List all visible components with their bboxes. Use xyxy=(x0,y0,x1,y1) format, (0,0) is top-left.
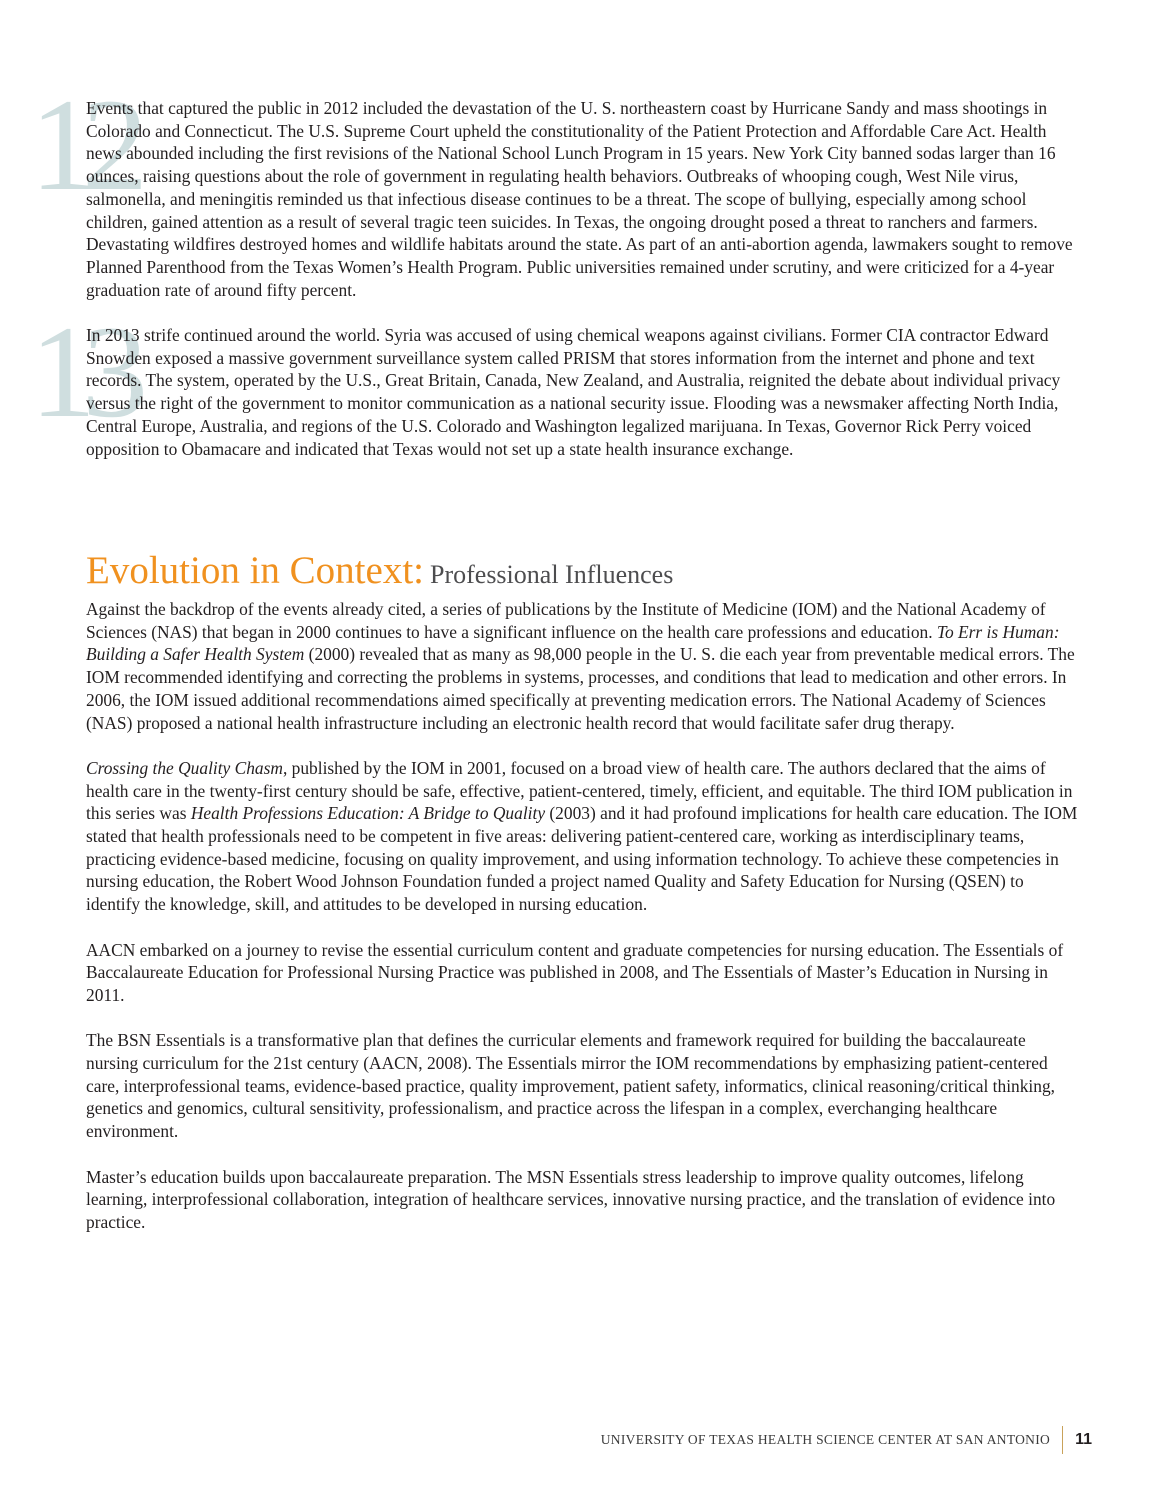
section-heading-sub: Professional Influences xyxy=(430,560,674,589)
p2-text-a: , published by the IOM in 2001, focused on a broad view of health care. The authors declared that the aims of health care in the twenty-first century should be safe, effective, patient-centered, timely, efficient, and equitable. The third IOM publication in this series was xyxy=(86,757,1073,824)
body-paragraph-3: AACN embarked on a journey to revise the essential curriculum content and graduate competencies for nursing education. The Essentials of Baccalaureate Education for Professional Nursing Practice was published in 2008, and The Essentials of Master’s Education in Nursing in 2011. xyxy=(86,939,1064,1005)
year-2013-section xyxy=(86,324,1076,460)
footer-institution: UNIVERSITY OF TEXAS HEALTH SCIENCE CENTER AT SAN ANTONIO xyxy=(600,1432,1051,1447)
body-paragraph-1 xyxy=(86,598,1078,734)
year-numeral-2012: 12 xyxy=(30,71,134,218)
year-2012-paragraph: Events that captured the public in 2012 included the devastation of the U. S. northeastern coast by Hurricane Sandy and mass shootings in Colorado and Connecticut. The U.S. Supreme Court upheld the constitutionality of the Patient Protection and Affordable Care Act. Health news abounded including the first revisions of the National School Lunch Program in 15 years. New York City banned sodas larger than 16 ounces, raising questions about the role of government in regulating health behaviors. Outbreaks of whooping cough, West Nile virus, salmonella, and meningitis reminded us that infectious disease continues to be a threat. The scope of bullying, especially among school children, gained attention as a result of several tragic teen suicides. In Texas, the ongoing drought posed a threat to ranchers and farmers. Devastating wildfires destroyed homes and wildlife habitats around the state. As part of an anti-abortion agenda, lawmakers sought to remove Planned Parenthood from the Texas Women’s Health Program. Public universities remained under scrutiny, and were criticized for a 4-year graduation rate of around fifty percent. xyxy=(86,98,1073,300)
year-2012-section xyxy=(86,97,1076,301)
body-paragraph-2 xyxy=(86,757,1078,916)
section-heading xyxy=(86,548,673,593)
p2-publication-title-1: Crossing the Quality Chasm xyxy=(86,757,283,778)
p1-publication-title: To Err is Human: Building a Safer Health System xyxy=(86,621,1060,665)
professional-influences-body xyxy=(86,598,1078,1256)
p1-text-b: (2000) revealed that as many as 98,000 people in the U. S. die each year from preventable medical errors. The IOM recommended identifying and correcting the problems in systems, processes, and conditions that lead to medication and other errors. In 2006, the IOM issued additional recommendations aimed specifically at preventing medication errors. The National Academy of Sciences (NAS) proposed a national health infrastructure including an electronic health record that would facilitate safer drug therapy. xyxy=(86,644,1075,733)
year-2013-paragraph: In 2013 strife continued around the world. Syria was accused of using chemical weapons against civilians. Former CIA contractor Edward Snowden exposed a massive government surveillance system called PRISM that stores information from the internet and phone and text records. The system, operated by the U.S., Great Britain, Canada, New Zealand, and Australia, reignited the debate about individual privacy versus the right of the government to monitor communication as a national security issue. Flooding was a newsmaker affecting North India, Central Europe, Australia, and regions of the U.S. Colorado and Washington legalized marijuana. In Texas, Governor Rick Perry voiced opposition to Obamacare and indicated that Texas would not set up a state health insurance exchange. xyxy=(86,325,1061,459)
p2-publication-title-2: Health Professions Education: A Bridge to Quality xyxy=(190,803,546,824)
body-paragraph-4: The BSN Essentials is a transformative plan that defines the curricular elements and framework required for building the baccalaureate nursing curriculum for the 21st century (AACN, 2008). The Essentials mirror the IOM recommendations by emphasizing patient-centered care, interprofessional teams, evidence-based practice, quality improvement, patient safety, informatics, clinical reasoning/critical thinking, genetics and genomics, cultural sensitivity, professionalism, and practice across the lifespan in a complex, everchanging healthcare environment. xyxy=(86,1030,1056,1142)
p1-text-a: Against the backdrop of the events already cited, a series of publications by the Institute of Medicine (IOM) and the National Academy of Sciences (NAS) that began in 2000 continues to have a significant influence on the health care professions and education. xyxy=(86,599,1046,642)
page-footer xyxy=(601,1426,1092,1454)
section-heading-main: Evolution in Context: xyxy=(86,549,424,592)
year-numeral-2013: 13 xyxy=(30,298,134,445)
page-number: 11 xyxy=(1075,1431,1092,1448)
body-paragraph-5: Master’s education builds upon baccalaureate preparation. The MSN Essentials stress leadership to improve quality outcomes, lifelong learning, interprofessional collaboration, integration of healthcare services, innovative nursing practice, and the translation of evidence into practice. xyxy=(86,1166,1056,1232)
p2-text-b: (2003) and it had profound implications for health care education. The IOM stated that health professionals need to be competent in five areas: delivering patient-centered care, working as interdisciplinary teams, practicing evidence-based medicine, focusing on quality improvement, and using information technology. To achieve these competencies in nursing education, the Robert Wood Johnson Foundation funded a project named Quality and Safety Education for Nursing (QSEN) to identify the knowledge, skill, and attitudes to be developed in nursing education. xyxy=(86,803,1078,915)
